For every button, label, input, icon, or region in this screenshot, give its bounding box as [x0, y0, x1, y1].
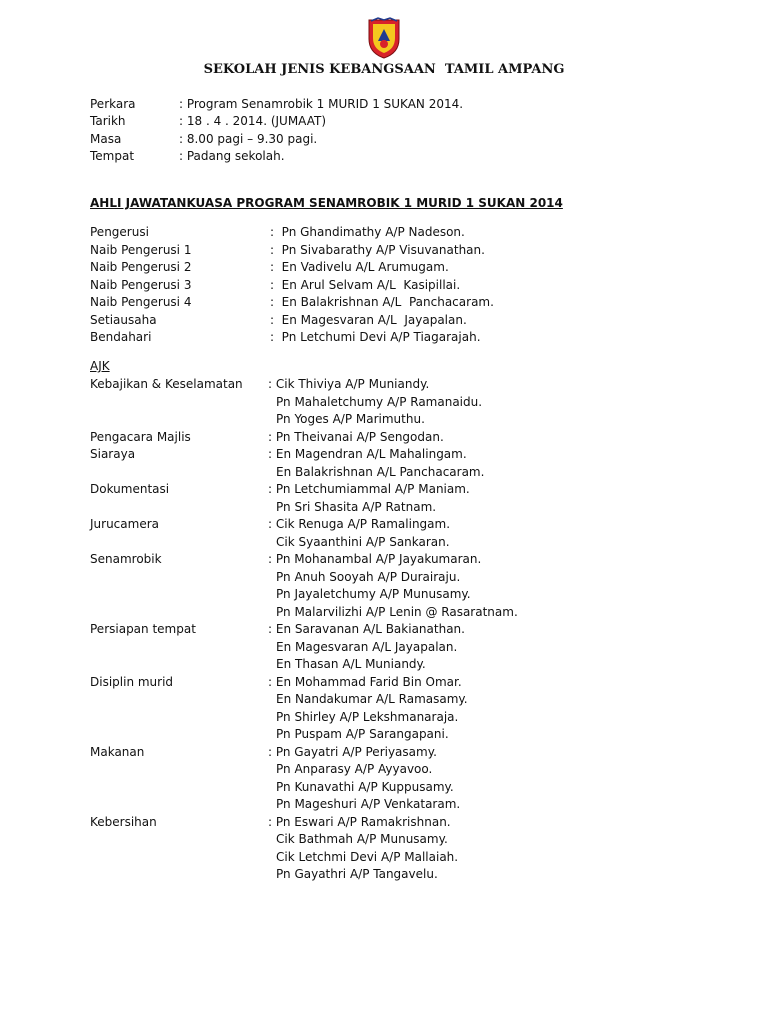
officer-name: : En Balakrishnan A/L Panchacaram.	[270, 295, 494, 309]
ajk-members	[268, 481, 470, 516]
ajk-members	[268, 516, 450, 551]
officer-name: : En Arul Selvam A/L Kasipillai.	[270, 277, 461, 292]
officer-name: : Pn Ghandimathy A/P Nadeson.	[270, 225, 465, 239]
ajk-role: Pengacara Majlis	[90, 429, 191, 444]
officer-role: Naib Pengerusi 3	[90, 277, 192, 292]
officer-name: : Pn Letchumi Devi A/P Tiagarajah.	[270, 330, 481, 344]
info-value: : 18 . 4 . 2014. (JUMAAT)	[179, 114, 327, 129]
info-row-tempat	[90, 148, 690, 165]
info-row-tarikh	[90, 113, 690, 130]
ajk-member: : Cik Thiviya A/P Muniandy.	[268, 377, 430, 391]
ajk-role: Senamrobik	[90, 552, 162, 566]
info-label: Tarikh	[90, 114, 126, 129]
info-row-perkara	[90, 96, 690, 113]
ajk-member: Pn Mageshuri A/P Venkataram.	[276, 797, 461, 811]
ajk-member: Pn Jayaletchumy A/P Munusamy.	[276, 587, 471, 601]
ajk-role: Kebersihan	[90, 814, 157, 829]
info-row-masa	[90, 131, 690, 148]
ajk-role: Makanan	[90, 744, 145, 759]
ajk-members	[268, 744, 460, 814]
ajk-role: Persiapan tempat	[90, 622, 196, 636]
ajk-member: : En Mohammad Farid Bin Omar.	[268, 674, 462, 689]
info-label: Perkara	[90, 97, 136, 111]
officer-name: : En Vadivelu A/L Arumugam.	[270, 260, 449, 274]
ajk-member: En Thasan A/L Muniandy.	[276, 657, 426, 671]
ajk-member: : En Saravanan A/L Bakianathan.	[268, 622, 465, 636]
info-value: : Padang sekolah.	[179, 148, 285, 163]
ajk-member: En Balakrishnan A/L Panchacaram.	[276, 464, 485, 479]
officer-role: Naib Pengerusi 4	[90, 295, 192, 309]
officer-row	[90, 312, 710, 330]
ajk-role: Kebajikan & Keselamatan	[90, 377, 243, 391]
ajk-member: En Magesvaran A/L Jayapalan.	[276, 639, 458, 654]
ajk-member: Pn Mahaletchumy A/P Ramanaidu.	[276, 394, 483, 409]
school-name: SEKOLAH JENIS KEBANGSAAN TAMIL AMPANG	[203, 62, 565, 77]
ajk-member: Pn Yoges A/P Marimuthu.	[276, 412, 425, 426]
school-crest-icon	[366, 17, 402, 59]
ajk-members	[268, 621, 465, 674]
ajk-member: Pn Gayathri A/P Tangavelu.	[276, 867, 438, 881]
ajk-role: Dokumentasi	[90, 482, 170, 496]
ajk-member: : Pn Mohanambal A/P Jayakumaran.	[268, 552, 482, 566]
officer-name: : Pn Sivabarathy A/P Visuvanathan.	[270, 242, 485, 257]
ajk-members	[268, 814, 458, 884]
ajk-members	[268, 674, 468, 744]
ajk-members	[268, 429, 444, 447]
officers-list	[90, 224, 710, 347]
info-value: : Program Senamrobik 1 MURID 1 SUKAN 2014.	[179, 97, 464, 111]
ajk-member: : Cik Renuga A/P Ramalingam.	[268, 517, 451, 531]
info-label: Masa	[90, 131, 122, 146]
officer-role: Setiausaha	[90, 312, 157, 327]
officer-row	[90, 277, 710, 295]
ajk-member: : Pn Theivanai A/P Sengodan.	[268, 429, 444, 444]
ajk-member: : Pn Gayatri A/P Periyasamy.	[268, 744, 437, 759]
officer-role: Pengerusi	[90, 225, 149, 239]
officer-row	[90, 294, 710, 312]
ajk-member: Pn Sri Shasita A/P Ratnam.	[276, 499, 437, 514]
ajk-member: Cik Bathmah A/P Munusamy.	[276, 832, 448, 846]
info-value: : 8.00 pagi – 9.30 pagi.	[179, 131, 318, 146]
info-label: Tempat	[90, 148, 135, 163]
ajk-role: Siaraya	[90, 447, 136, 461]
ajk-member: Cik Letchmi Devi A/P Mallaiah.	[276, 849, 459, 864]
ajk-member: : En Magendran A/L Mahalingam.	[268, 447, 467, 461]
event-info	[90, 96, 690, 165]
officer-role: Bendahari	[90, 330, 152, 344]
committee-heading: AHLI JAWATANKUASA PROGRAM SENAMROBIK 1 MURID 1 SUKAN 2014	[90, 196, 563, 210]
officer-row	[90, 329, 710, 347]
ajk-member: Pn Anuh Sooyah A/P Durairaju.	[276, 569, 461, 584]
ajk-member: Pn Puspam A/P Sarangapani.	[276, 727, 449, 741]
ajk-member: : Pn Eswari A/P Ramakrishnan.	[268, 814, 451, 829]
ajk-role: Jurucamera	[90, 517, 159, 531]
officer-name: : En Magesvaran A/L Jayapalan.	[270, 312, 467, 327]
ajk-member: Pn Kunavathi A/P Kuppusamy.	[276, 779, 454, 794]
ajk-member: Pn Anparasy A/P Ayyavoo.	[276, 762, 433, 776]
ajk-members	[268, 551, 518, 621]
ajk-role: Disiplin murid	[90, 674, 174, 689]
officer-row	[90, 242, 710, 260]
ajk-members	[268, 446, 484, 481]
officer-role: Naib Pengerusi 1	[90, 242, 192, 257]
ajk-member: En Nandakumar A/L Ramasamy.	[276, 692, 468, 706]
ajk-member: Pn Shirley A/P Lekshmanaraja.	[276, 709, 459, 724]
ajk-member: : Pn Letchumiammal A/P Maniam.	[268, 482, 470, 496]
ajk-heading: AJK	[90, 359, 110, 373]
officer-row	[90, 224, 710, 242]
ajk-member: Cik Syaanthini A/P Sankaran.	[276, 534, 450, 549]
officer-role: Naib Pengerusi 2	[90, 260, 192, 274]
officer-row	[90, 259, 710, 277]
ajk-members	[268, 376, 482, 429]
ajk-member: Pn Malarvilizhi A/P Lenin @ Rasaratnam.	[276, 604, 518, 619]
